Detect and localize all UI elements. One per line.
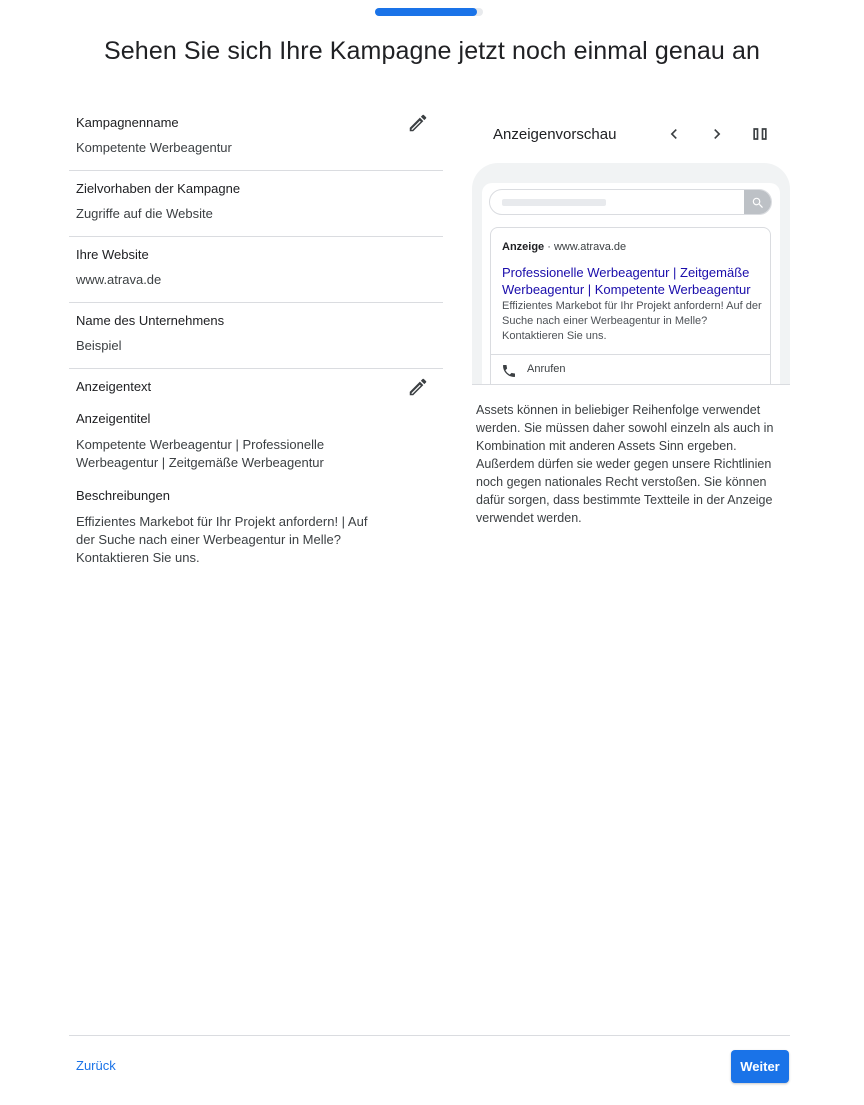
ad-preview-title: Anzeigenvorschau	[493, 126, 617, 143]
edit-ad-text-button[interactable]	[407, 376, 429, 398]
progress-bar-fill	[375, 8, 477, 16]
edit-icon	[407, 376, 429, 398]
business-name-value: Beispiel	[76, 338, 122, 353]
phone-icon	[501, 363, 517, 379]
campaign-summary	[69, 105, 443, 567]
phone-bottom-divider	[472, 384, 790, 385]
chevron-right-icon	[707, 124, 727, 144]
summary-section-goal	[69, 171, 443, 237]
campaign-name-label: Kampagnenname	[76, 115, 179, 130]
phone-mockup	[472, 163, 790, 385]
phone-screen	[482, 183, 780, 385]
website-label: Ihre Website	[76, 247, 149, 262]
ad-headline-link[interactable]: Professionelle Werbeagentur | Zeitgemäße Werbeagentur | Kompetente Werbeagentur	[502, 265, 751, 297]
summary-section-website	[69, 237, 443, 303]
mock-search-bar	[489, 189, 772, 215]
ad-url: www.atrava.de	[553, 241, 627, 253]
call-label: Anrufen	[527, 363, 566, 375]
call-extension[interactable]	[491, 355, 770, 385]
progress-bar	[375, 8, 483, 16]
ad-text-label: Anzeigentext	[76, 379, 152, 394]
search-placeholder	[502, 199, 606, 206]
summary-section-ad-text	[69, 369, 443, 567]
ad-card	[490, 227, 771, 385]
goal-value: Zugriffe auf die Website	[76, 206, 213, 221]
next-preview-button[interactable]	[707, 124, 727, 144]
edit-campaign-name-button[interactable]	[407, 112, 429, 134]
ad-separator: ·	[544, 241, 554, 253]
edit-icon	[407, 112, 429, 134]
headlines-label: Anzeigentitel	[76, 411, 151, 426]
headlines-value: Kompetente Werbeagentur | Professionelle Werbeagentur | Zeitgemäße Werbeagentur	[76, 437, 325, 470]
mock-search-button	[744, 190, 771, 215]
back-button[interactable]: Zurück	[76, 1058, 116, 1073]
ad-meta	[502, 241, 626, 253]
footer-divider	[69, 1035, 790, 1036]
goal-label: Zielvorhaben der Kampagne	[76, 181, 241, 196]
next-button[interactable]: Weiter	[731, 1050, 789, 1083]
website-value: www.atrava.de	[76, 272, 162, 287]
previous-preview-button[interactable]	[664, 124, 684, 144]
summary-section-campaign-name	[69, 105, 443, 171]
ad-badge: Anzeige	[502, 241, 545, 253]
preview-layout-button[interactable]	[750, 124, 770, 144]
ad-preview-panel	[472, 118, 790, 525]
preview-note: Assets können in beliebiger Reihenfolge verwendet werden. Sie müssen daher sowohl einzeln als auch in Kombination mit anderen Assets Sinn ergeben. Außerdem dürfen sie weder gegen unsere Richtlinien noch gegen nationales Recht verstoßen. Sie können dafür sorgen, dass bestimmte Textteile in der Anzeige verwendet werden.	[476, 403, 774, 525]
business-name-label: Name des Unternehmens	[76, 313, 225, 328]
page-title: Sehen Sie sich Ihre Kampagne jetzt noch einmal genau an	[104, 37, 760, 65]
search-icon	[751, 196, 765, 210]
descriptions-value: Effizientes Markebot für Ihr Projekt anfordern! | Auf der Suche nach einer Werbeagentur in Melle? Kontaktieren Sie uns.	[76, 514, 368, 565]
campaign-name-value: Kompetente Werbeagentur	[76, 140, 232, 155]
descriptions-label: Beschreibungen	[76, 488, 170, 503]
summary-section-business-name	[69, 303, 443, 369]
columns-icon	[750, 124, 770, 144]
ad-description: Effizientes Markebot für Ihr Projekt anfordern! Auf der Suche nach einer Werbeagentur in Melle? Kontaktieren Sie uns.	[502, 300, 762, 342]
chevron-left-icon	[664, 124, 684, 144]
ad-preview-header	[472, 118, 790, 150]
